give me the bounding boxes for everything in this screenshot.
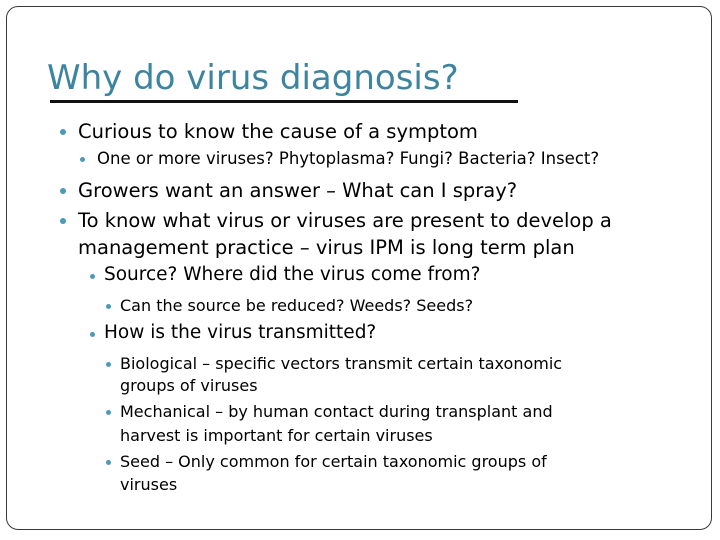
bullet-dot-icon xyxy=(90,274,95,279)
bullet-item-level3-line2: groups of viruses xyxy=(120,376,258,395)
bullet-item-level2: One or more viruses? Phytoplasma? Fungi? Bacteria? Insect? xyxy=(97,149,600,168)
bullet-dot-icon xyxy=(60,218,66,224)
bullet-item-level3-line1: Seed – Only common for certain taxonomic groups of xyxy=(120,452,547,471)
bullet-dot-icon xyxy=(60,188,66,194)
bullet-item-level1-line1: To know what virus or viruses are present to develop a xyxy=(78,209,612,232)
slide-title: Why do virus diagnosis? xyxy=(47,58,459,98)
bullet-item-level3-line1: Mechanical – by human contact during transplant and xyxy=(120,402,553,421)
bullet-dot-icon xyxy=(106,460,111,465)
bullet-item-level1-line2: management practice – virus IPM is long term plan xyxy=(78,236,575,259)
bullet-item-level3: Can the source be reduced? Weeds? Seeds? xyxy=(120,296,474,315)
bullet-item-level1: Curious to know the cause of a symptom xyxy=(78,120,478,143)
bullet-dot-icon xyxy=(106,362,111,367)
bullet-item-level2: How is the virus transmitted? xyxy=(104,322,377,343)
bullet-item-level1: Growers want an answer – What can I spray? xyxy=(78,179,518,202)
bullet-dot-icon xyxy=(106,304,111,309)
bullet-item-level3-line2: viruses xyxy=(120,475,178,494)
bullet-item-level3-line1: Biological – specific vectors transmit certain taxonomic xyxy=(120,354,563,373)
bullet-dot-icon xyxy=(106,410,111,415)
bullet-item-level2: Source? Where did the virus come from? xyxy=(104,264,481,285)
bullet-dot-icon xyxy=(80,157,85,162)
bullet-dot-icon xyxy=(60,129,66,135)
bullet-item-level3-line2: harvest is important for certain viruses xyxy=(120,426,433,445)
bullet-dot-icon xyxy=(90,332,95,337)
